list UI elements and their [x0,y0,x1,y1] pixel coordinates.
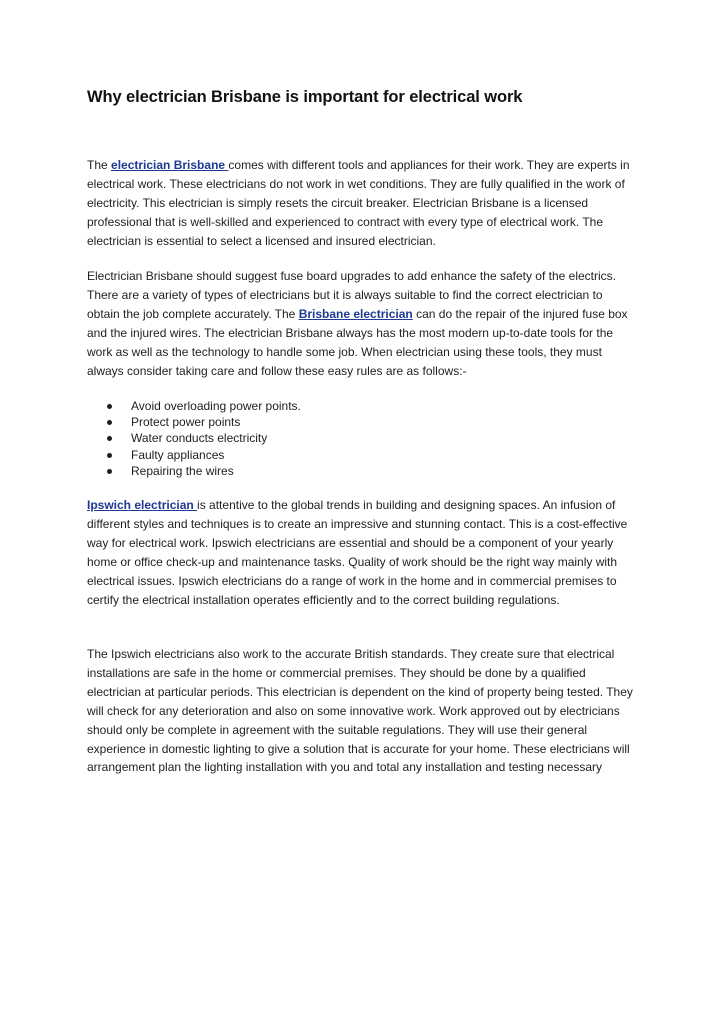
list-item: Water conducts electricity [87,430,301,446]
link-brisbane-electrician[interactable]: Brisbane electrician [298,306,413,321]
bullet-icon [107,436,112,441]
list-item: Faulty appliances [87,447,301,463]
paragraph-2-text-before: Electrician Brisbane should suggest fuse board upgrades to add enhance the safety of the electrics. There are a variety of types of electricians but it is always suitable to find the correct electrician to obtain the job complete accurately. The [87,269,616,321]
bullet-icon [107,453,112,458]
list-item: Repairing the wires [87,463,301,479]
paragraph-2-text-after: can do the repair of the injured fuse box and the injured wires. The electrician Brisbane always has the most modern up-to-date tools for the work as well as the technology to handle some job. When electrician using these tools, they must always consider taking care and follow these easy rules are as follows:- [87,306,628,378]
bullet-icon [107,420,112,425]
rules-list [87,398,301,479]
list-item: Protect power points [87,414,301,430]
paragraph-3-text: is attentive to the global trends in building and designing spaces. An infusion of different styles and techniques is to create an impressive and stunning contact. This is a cost-effective way for electrical work. Ipswich electricians are essential and should be a component of your yearly home or office check-up and maintenance tasks. Quality of work should be the right way mainly with electrical issues. Ipswich electricians do a range of work in the home and in commercial premises to certify the electrical installation operates efficiently and to the correct building regulations. [87,498,628,607]
paragraph-3 [87,496,635,609]
link-electrician-brisbane[interactable]: electrician Brisbane [111,158,229,172]
paragraph-2 [87,267,635,380]
link-ipswich-electrician[interactable]: Ipswich electrician [87,498,198,512]
paragraph-4-text: The Ipswich electricians also work to the accurate British standards. They create sure that electrical installations are safe in the home or commercial premises. They should be done by a qualified electrician at particular periods. This electrician is dependent on the kind of property being tested. They will check for any deterioration and also on some innovative work. Work approved out by electricians should only be complete in agreement with the suitable regulations. They will use their general experience in domestic lighting to give a solution that is accurate for your home. These electricians will arrangement plan the lighting installation with you and total any installation and testing necessary [87,647,633,775]
paragraph-1-text: comes with different tools and appliances for their work. They are experts in electrical work. These electricians do not work in wet conditions. They are fully qualified in the work of electricity. This electrician is simply resets the circuit breaker. Electrician Brisbane is a licensed professional that is well-skilled and experienced to contract with every type of electrical work. The electrician is essential to select a licensed and insured electrician. [87,158,630,248]
page-title: Why electrician Brisbane is important for electrical work [87,88,523,106]
intro-prefix: The [87,158,112,172]
list-item: Avoid overloading power points. [87,398,301,414]
paragraph-4 [87,645,635,777]
bullet-icon [107,404,112,409]
bullet-icon [107,469,112,474]
paragraph-1 [87,156,635,251]
